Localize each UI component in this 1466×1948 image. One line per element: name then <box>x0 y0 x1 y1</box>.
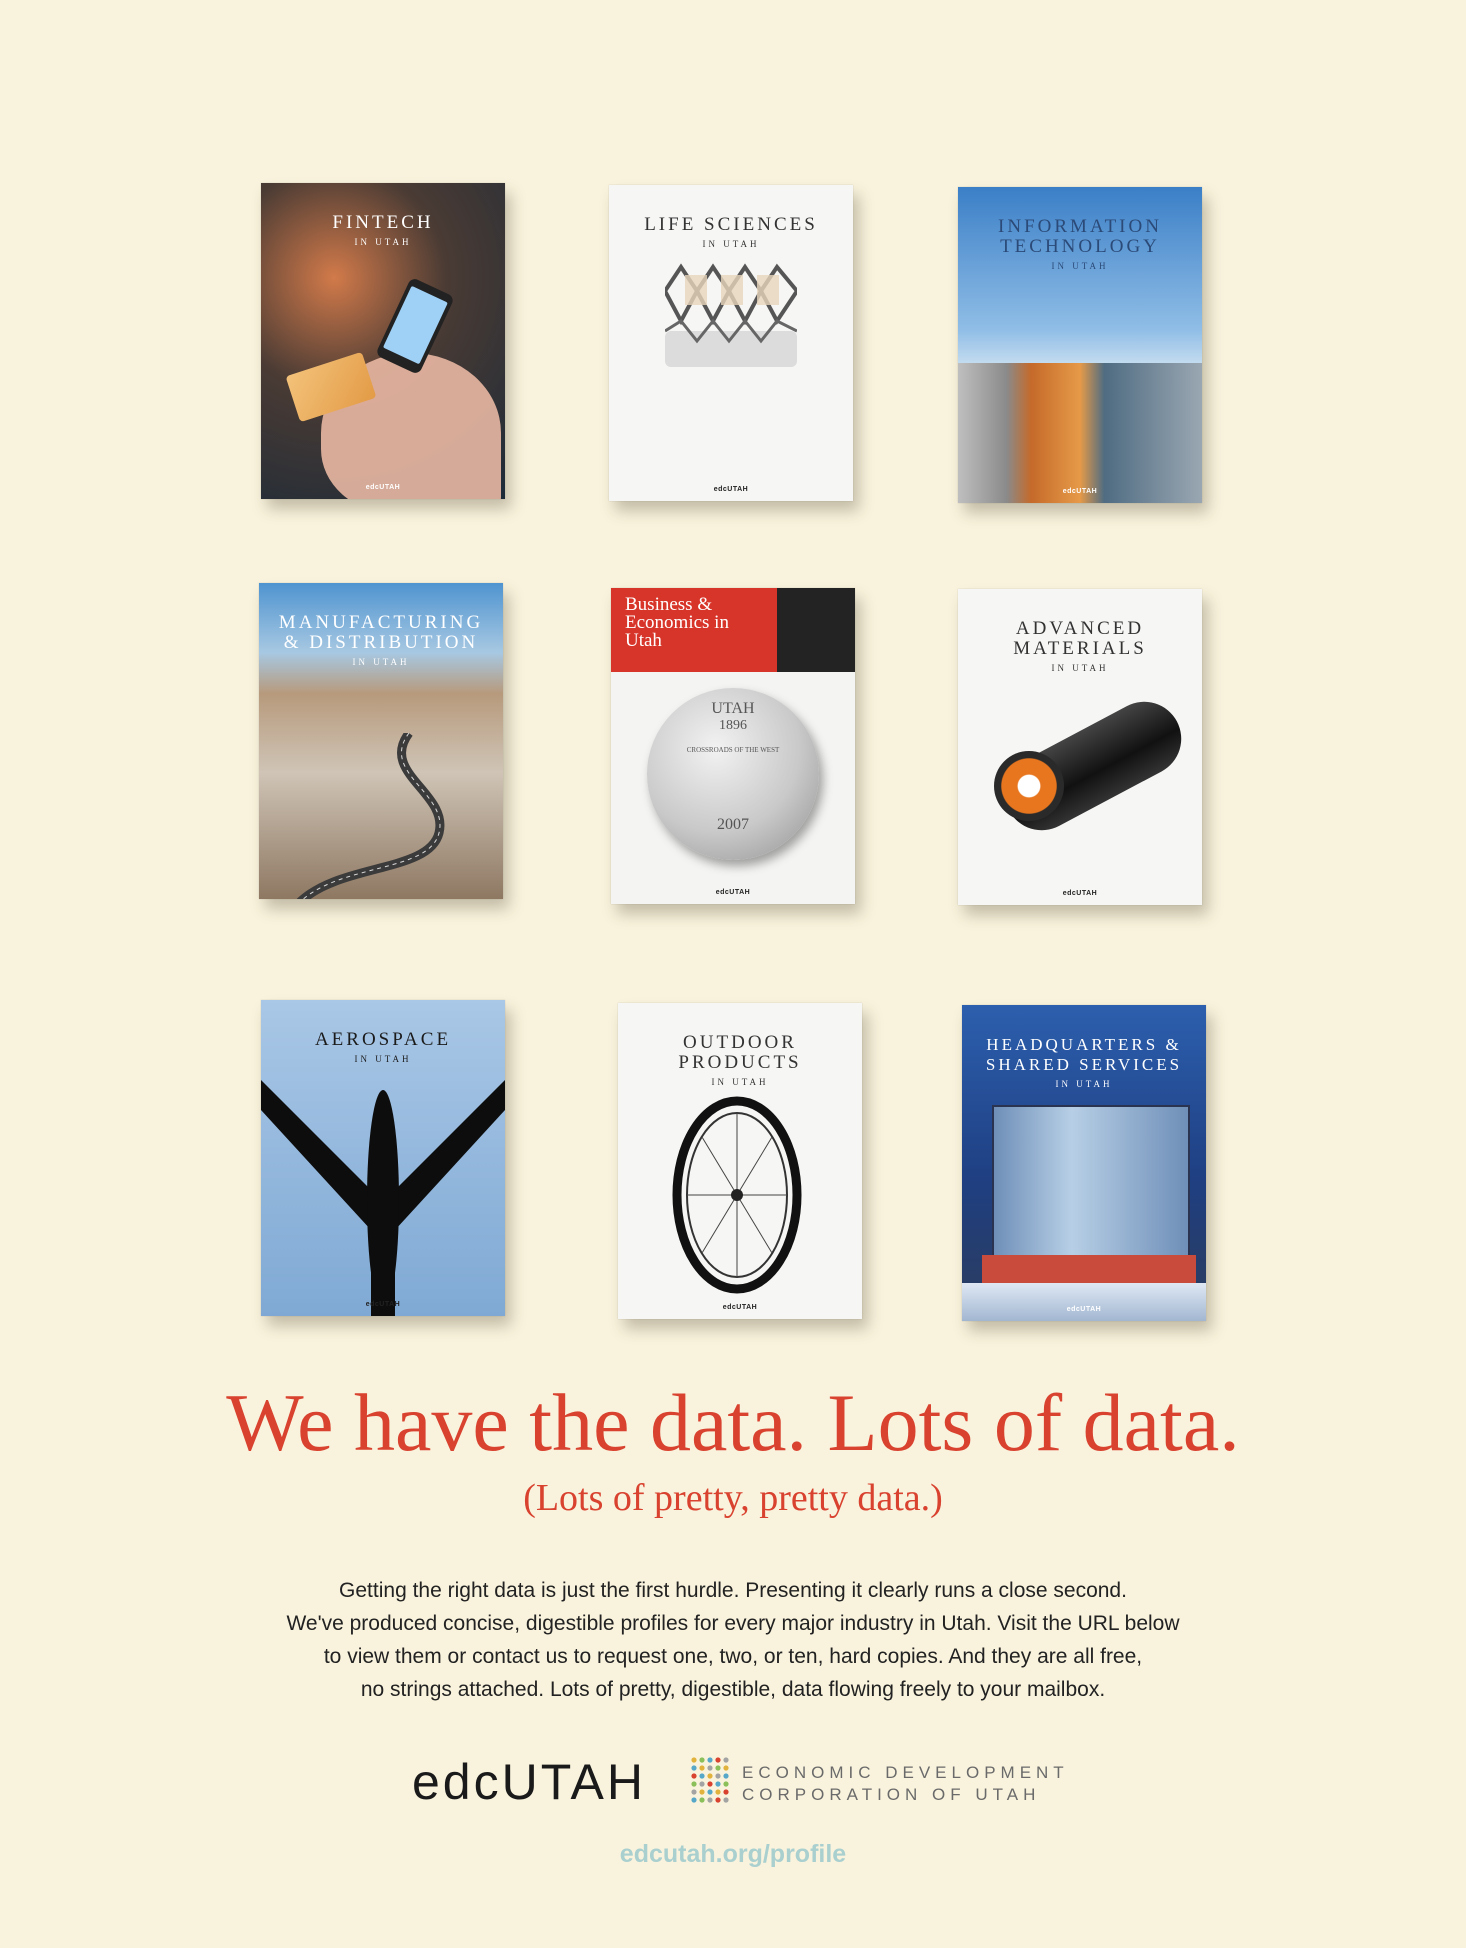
cover-headquarters-shared-services <box>962 1005 1206 1321</box>
body-line: Getting the right data is just the first hurdle. Presenting it clearly runs a close second. <box>339 1579 1127 1602</box>
cover-title: Business & Economics in Utah <box>625 594 729 651</box>
cover-life-sciences <box>609 185 853 501</box>
cover-brand: edcUTAH <box>722 1304 758 1311</box>
body-copy <box>183 1574 1283 1706</box>
cover-brand: edcUTAH <box>715 889 751 896</box>
cover-subtitle: IN UTAH <box>354 237 412 247</box>
logo-tagline-line1: ECONOMIC DEVELOPMENT <box>742 1763 1069 1782</box>
coin-motto: CROSSROADS OF THE WEST <box>686 746 780 754</box>
cover-title: ADVANCED MATERIALS <box>1013 618 1147 659</box>
canyon-road-image <box>259 733 503 899</box>
cover-advanced-materials <box>958 589 1202 905</box>
logo-wordmark: edcUTAH <box>412 1754 647 1810</box>
cover-information-technology <box>958 187 1202 503</box>
cover-title: OUTDOOR PRODUCTS <box>678 1032 802 1073</box>
cover-business-economics <box>611 588 855 904</box>
cover-brand: edcUTAH <box>365 1301 401 1308</box>
cover-brand: edcUTAH <box>1062 488 1098 495</box>
logo-tagline <box>742 1762 1069 1806</box>
body-line: no strings attached. Lots of pretty, digestible, data flowing freely to your mailbox. <box>360 1678 1106 1701</box>
cover-subtitle: IN UTAH <box>354 1054 412 1064</box>
body-line: We've produced concise, digestible profiles for every major industry in Utah. Visit the URL below <box>286 1612 1180 1635</box>
cover-title: INFORMATION TECHNOLOGY <box>998 216 1162 257</box>
subheadline: (Lots of pretty, pretty data.) <box>523 1477 943 1519</box>
body-line: to view them or contact us to request one, two, or ten, hard copies. And they are all free, <box>323 1645 1143 1668</box>
dot-grid-icon <box>690 1756 730 1808</box>
cover-subtitle: IN UTAH <box>1051 261 1109 271</box>
cover-subtitle: IN UTAH <box>352 657 410 667</box>
building-base-image <box>982 1255 1196 1285</box>
logo-tagline-line2: CORPORATION OF UTAH <box>742 1785 1041 1804</box>
cover-brand: edcUTAH <box>713 486 749 493</box>
coin-year: 1896 <box>719 718 747 733</box>
cover-title: HEADQUARTERS & SHARED SERVICES <box>985 1035 1183 1074</box>
profile-url[interactable]: edcutah.org/profile <box>619 1840 847 1868</box>
cover-subtitle: IN UTAH <box>702 239 760 249</box>
airplane-silhouette-image <box>261 1080 505 1316</box>
cover-subtitle: IN UTAH <box>1055 1079 1113 1089</box>
snow-ground-image <box>962 1283 1206 1321</box>
cover-subtitle: IN UTAH <box>711 1077 769 1087</box>
cover-title: LIFE SCIENCES <box>644 214 818 235</box>
bicycle-wheel-image <box>670 1095 804 1295</box>
cover-brand: edcUTAH <box>365 484 401 491</box>
tube-end-image <box>994 751 1064 821</box>
edcutah-logo <box>412 1750 1072 1814</box>
cover-subtitle: IN UTAH <box>1051 663 1109 673</box>
utah-quarter-coin-image <box>647 688 819 860</box>
coin-mint-year: 2007 <box>717 816 749 833</box>
heart-valve-image <box>665 261 797 373</box>
cover-title: FINTECH <box>332 212 434 233</box>
cover-outdoor-products <box>618 1003 862 1319</box>
cover-manufacturing-distribution <box>259 583 503 899</box>
cover-title: MANUFACTURING & DISTRIBUTION <box>278 612 484 653</box>
headline: We have the data. Lots of data. <box>226 1377 1240 1468</box>
cover-aerospace <box>261 1000 505 1316</box>
cover-brand: edcUTAH <box>1062 890 1098 897</box>
office-building-image <box>958 363 1202 503</box>
cover-fintech <box>261 183 505 499</box>
cover-title: AEROSPACE <box>314 1029 452 1050</box>
glass-headquarters-image <box>992 1105 1190 1259</box>
cover-brand: edcUTAH <box>1066 1306 1102 1313</box>
black-header-block <box>777 588 855 672</box>
coin-state: UTAH <box>711 700 755 717</box>
